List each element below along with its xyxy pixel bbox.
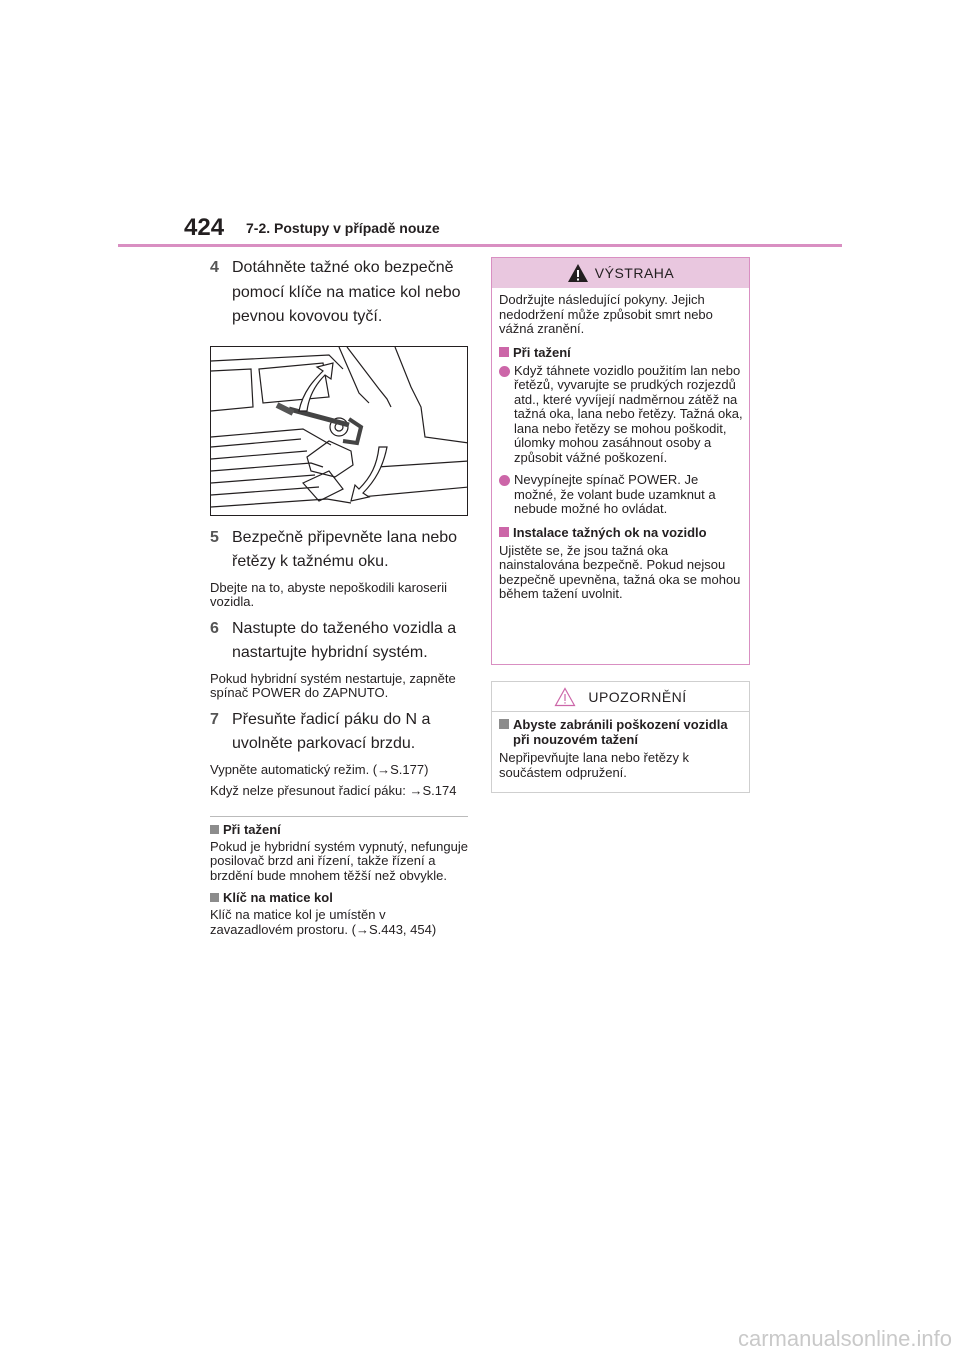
step-text: Přesuňte řadicí páku do N a uvolněte parkovací brzdu. [232, 710, 431, 752]
info-text-wrench: Klíč na matice kol je umístěn v zavazadlovém prostoru. (→S.443, 454) [210, 907, 437, 937]
step-number: 5 [210, 528, 219, 546]
step-5-note: Dbejte na to, abyste nepoškodili karoserii vozidla. [210, 579, 448, 609]
warning-install-text: Ujistěte se, že jsou tažná oka nainstalována bezpečně. Pokud nejsou bezpečně upevněna, tažná oka se mohou během tažení uvolnit. [499, 542, 741, 601]
tow-eye-drawing [211, 347, 468, 516]
section-title: 7-2. Postupy v případě nouze [246, 220, 440, 236]
tow-eye-illustration [210, 346, 468, 516]
square-bullet-icon [499, 347, 509, 357]
step-text: Bezpečně připevněte lana nebo řetězy k tažnému oku. [232, 528, 458, 570]
square-bullet-icon [499, 527, 509, 537]
step-7-note-b: Když nelze přesunout řadicí páku: →S.174 [210, 783, 457, 798]
square-bullet-icon [499, 719, 509, 729]
warning-bullet-1 [499, 364, 743, 466]
caution-title: UPOZORNĚNÍ [588, 688, 687, 705]
step-number: 6 [210, 619, 219, 637]
caution-text: Nepřipevňujte lana nebo řetězy k součástem odpružení. [499, 750, 690, 780]
info-heading-wrench [210, 890, 468, 905]
header-rule [118, 244, 842, 247]
watermark: carmanualsonline.info [737, 1326, 952, 1351]
section-divider [210, 816, 468, 817]
warning-subheading-text: Při tažení [513, 344, 571, 360]
warning-body [492, 288, 749, 602]
circle-bullet-icon [499, 475, 510, 486]
circle-bullet-icon [499, 366, 510, 377]
warning-box [491, 257, 750, 665]
caution-subheading [499, 717, 743, 747]
step-number: 7 [210, 710, 219, 728]
square-bullet-icon [210, 893, 219, 902]
caution-triangle-icon [554, 687, 576, 707]
warning-header [492, 258, 749, 288]
info-heading-towing [210, 822, 468, 837]
bullet-text: Nevypínejte spínač POWER. Je možné, že volant bude uzamknut a nebude možné ho ovládat. [514, 472, 716, 516]
left-column [210, 256, 468, 944]
step-text: Nastupte do taženého vozidla a nastartujte hybridní systém. [232, 619, 457, 661]
step-4 [210, 256, 468, 330]
warning-subheading-text: Instalace tažných ok na vozidlo [513, 524, 707, 540]
warning-title: VÝSTRAHA [594, 265, 675, 281]
caution-box [491, 681, 750, 793]
warning-triangle-icon [567, 263, 589, 283]
step-7 [210, 708, 468, 757]
step-7-note-a: Vypněte automatický režim. (→S.177) [210, 761, 429, 777]
warning-bullet-2 [499, 473, 743, 517]
step-6-note: Pokud hybridní systém nestartuje, zapněte spínač POWER do ZAPNUTO. [210, 670, 456, 700]
bullet-text: Když táhnete vozidlo použitím lan nebo řetězů, vyvarujte se prudkých rozjezdů atd., které vyvíjejí nadměrnou zátěž na tažná oka, lana nebo řetězy. Tažná oka, lana nebo řetězy se mohou poškodit, úlomky mohou zasáhnout osoby a způsobit vážné poškození. [514, 362, 743, 465]
info-heading-text: Při tažení [223, 821, 281, 837]
caution-subheading-text: Abyste zabránili poškození vozidla při nouzovém tažení [513, 717, 728, 747]
warning-intro: Dodržujte následující pokyny. Jejich nedodržení může způsobit smrt nebo vážná zranění. [499, 292, 713, 336]
step-6 [210, 617, 468, 666]
step-text: Dotáhněte tažné oko bezpečně pomocí klíče na matice kol nebo pevnou kovovou tyčí. [232, 259, 461, 325]
warning-subheading-install [499, 525, 743, 540]
page-number: 424 [184, 214, 225, 241]
warning-subheading-towing [499, 345, 743, 360]
step-5 [210, 526, 468, 575]
caution-body [492, 712, 749, 780]
step-number: 4 [210, 259, 219, 276]
info-text-towing: Pokud je hybridní systém vypnutý, nefunguje posilovač brzd ani řízení, takže řízení a brzdění bude mnohem těžší než obvykle. [210, 838, 468, 883]
square-bullet-icon [210, 825, 219, 834]
caution-header [492, 682, 749, 712]
info-heading-text: Klíč na matice kol [223, 890, 333, 905]
